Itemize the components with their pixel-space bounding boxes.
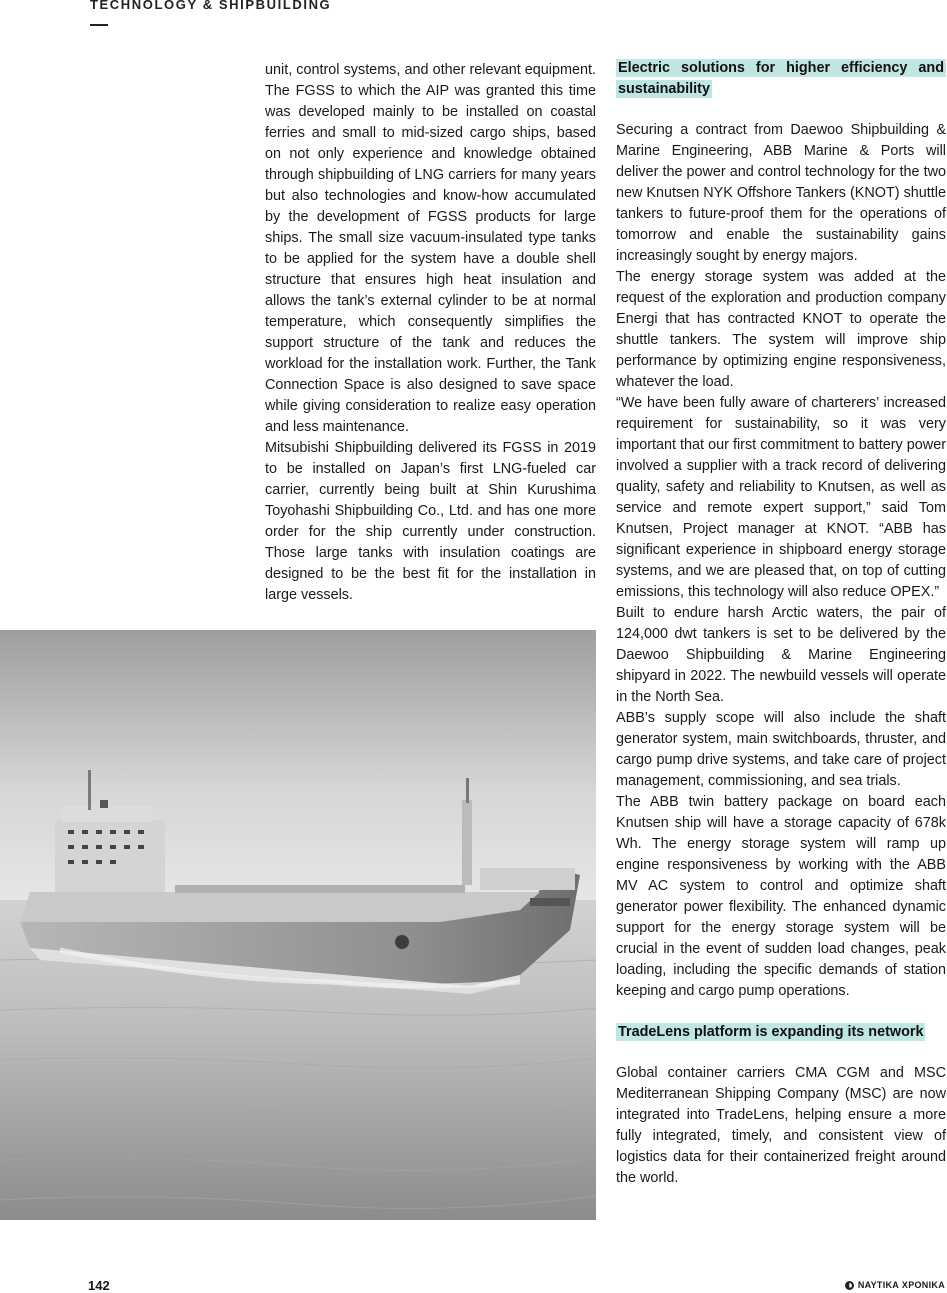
body-paragraph: Global container carriers CMA CGM and MSC Mediterranean Shipping Company (MSC) are now integrated into TradeLens, helping ensure a more fully integrated, timely, and consistent view of logistics data for their containerized freight around the world.	[616, 1065, 946, 1186]
body-paragraph: Built to endure harsh Arctic waters, the pair of 124,000 dwt tankers is set to be delivered by the Daewoo Shipbuilding & Marine Engineering shipyard in 2022. The newbuild vessels will operate in the North Sea.	[616, 605, 946, 705]
body-paragraph: Mitsubishi Shipbuilding delivered its FGSS in 2019 to be installed on Japan’s first LNG-fueled car carrier, currently being built at Shin Kurushima Toyohashi Shipbuilding Co., Ltd. and has one more order for the ship currently under construction. Those large tanks with insulation coatings are designed to be the best fit for the installation in large vessels.	[265, 440, 596, 603]
right-column	[616, 58, 946, 1189]
section-heading-electric: Electric solutions for higher efficiency and sustainability	[618, 60, 944, 97]
brand-name: ΝΑΥΤΙΚΑ ΧΡΟΝΙΚΑ	[857, 1280, 945, 1290]
section-tag: TECHNOLOGY & SHIPBUILDING	[90, 0, 332, 12]
body-paragraph: The energy storage system was added at the request of the exploration and production company Energi that has contracted KNOT to operate the shuttle tankers. The system will improve ship performance by optimizing engine responsiveness, whatever the load.	[616, 269, 946, 390]
body-paragraph: ABB’s supply scope will also include the shaft generator system, main switchboards, thruster, and cargo pump drive systems, and take care of project management, commissioning, and sea trials.	[616, 710, 946, 789]
section-tag-rule	[90, 24, 108, 26]
brand-logo-icon	[845, 1281, 854, 1290]
publication-brand	[845, 1280, 945, 1290]
section-heading-tradelens: TradeLens platform is expanding its network	[618, 1024, 924, 1040]
ship-photo	[0, 630, 596, 1220]
page-number: 142	[88, 1278, 110, 1293]
body-paragraph: Securing a contract from Daewoo Shipbuilding & Marine Engineering, ABB Marine & Ports will deliver the power and control technology for the two new Knutsen NYK Offshore Tankers (KNOT) shuttle tankers to future-proof them for the operations of tomorrow and enable the sustainability gains increasingly sought by energy majors.	[616, 122, 946, 264]
section-heading-block	[616, 58, 946, 100]
body-paragraph: “We have been fully aware of charterers’ increased requirement for sustainability, so it was very important that our first commitment to battery power involved a supplier with a track record of delivering quality, safety and reliability to Knutsen, as well as service and remote expert support,” said Tom Knutsen, Project manager at KNOT. “ABB has significant experience in shipboard energy storage systems, and we are pleased that, on top of cutting emissions, this technology will also reduce OPEX.”	[616, 395, 946, 600]
body-paragraph: unit, control systems, and other relevant equipment. The FGSS to which the AIP was granted this time was developed mainly to be installed on coastal ferries and small to mid-sized cargo ships, based on not only experience and knowledge obtained through shipbuilding of LNG carriers for many years but also technologies and know-how accumulated by the development of FGSS products for large ships. The small size vacuum-insulated type tanks to be applied for the system have a double shell structure that ensures high heat insulation and allows the tank’s external cylinder to be at normal temperature, which consequently simplifies the support structure of the tank and reduces the workload for the installation work. Further, the Tank Connection Space is also designed to save space while giving consideration to realize easy operation and less maintenance.	[265, 62, 596, 435]
left-column	[265, 60, 596, 606]
section-heading-block	[616, 1022, 946, 1043]
body-paragraph: The ABB twin battery package on board each Knutsen ship will have a storage capacity of 678k Wh. The energy storage system will ramp up engine responsiveness by working with the ABB MV AC system to control and optimize shaft generator power flexibility. The enhanced dynamic support for the energy storage system will be crucial in the event of sudden load changes, peak loading, including the specific demands of station keeping and cargo pump operations.	[616, 794, 946, 999]
